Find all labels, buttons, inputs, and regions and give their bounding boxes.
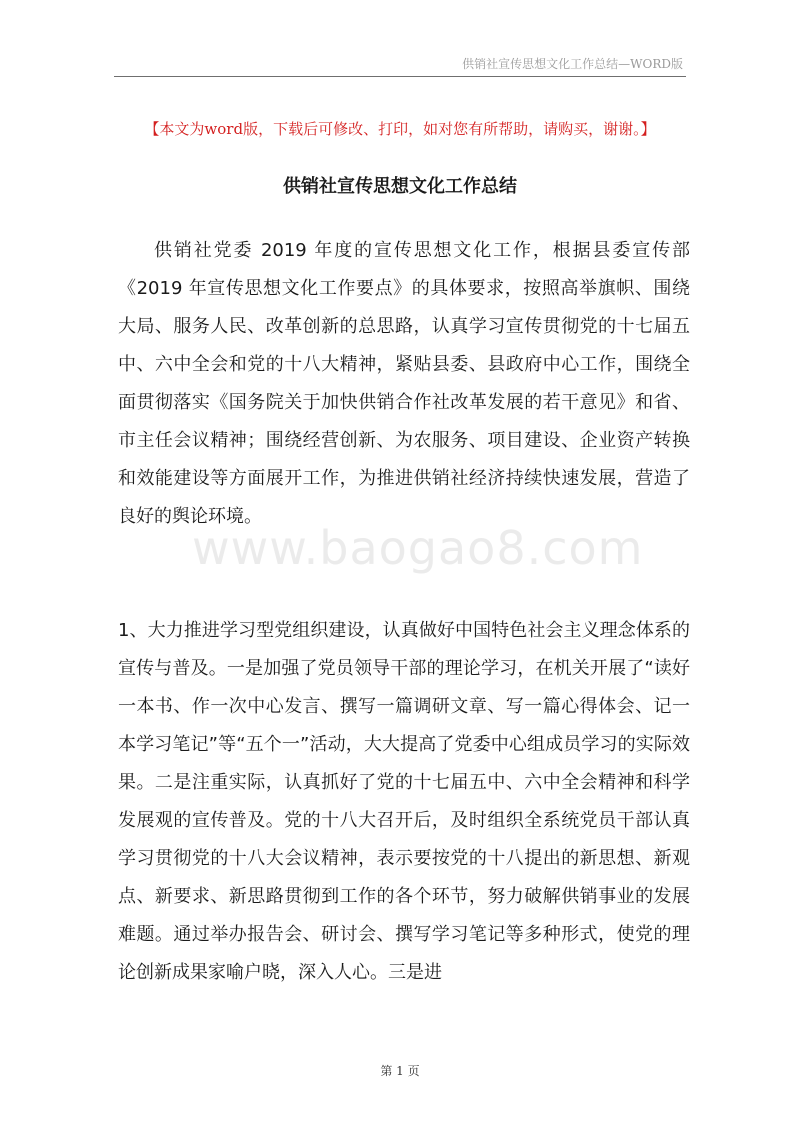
page-number: 第 1 页 [380,1064,420,1078]
document-title: 供销社宣传思想文化工作总结 [283,176,517,197]
body-paragraph-intro: 供销社党委 2019 年度的宣传思想文化工作，根据县委宣传部《2019 年宣传思想文化工作要点》的具体要求，按照高举旗帜、围绕大局、服务人民、改革创新的总思路，认真学习宣传贯彻党的十七届五中、六中全会和党的十八大精神，紧贴县委、县政府中心工作，围绕全面贯彻落实《国务院关于加快供销合作社改革发展的若干意见》和省、市主任会议精神；围绕经营创新、为农服务、项目建设、企业资产转换和效能建设等方面展开工作，为推进供销社经济持续快速发展，营造了良好的舆论环境。 [118,240,690,527]
body-paragraph-section-1: 1、大力推进学习型党组织建设，认真做好中国特色社会主义理念体系的宣传与普及。一是加强了党员领导干部的理论学习，在机关开展了“读好一本书、作一次中心发言、撰写一篇调研文章、写一篇心得体会、记一本学习笔记”等“五个一”活动，大大提高了党委中心组成员学习的实际效果。二是注重实际，认真抓好了党的十七届五中、六中全会精神和科学发展观的宣传普及。党的十八大召开后，及时组织全系统党员干部认真学习贯彻党的十八大会议精神，表示要按党的十八提出的新思想、新观点、新要求、新思路贯彻到工作的各个环节，努力破解供销事业的发展难题。通过举办报告会、研讨会、撰写学习笔记等多种形式，使党的理论创新成果家喻户晓，深入人心。三是进 [118,620,690,983]
running-header: 供销社宣传思想文化工作总结—WORD版 [462,57,683,71]
watermark: www.baogao8.com [192,521,644,575]
header-divider [114,76,686,77]
download-notice: 【本文为word版，下载后可修改、打印，如对您有所帮助，请购买，谢谢。】 [144,120,656,138]
